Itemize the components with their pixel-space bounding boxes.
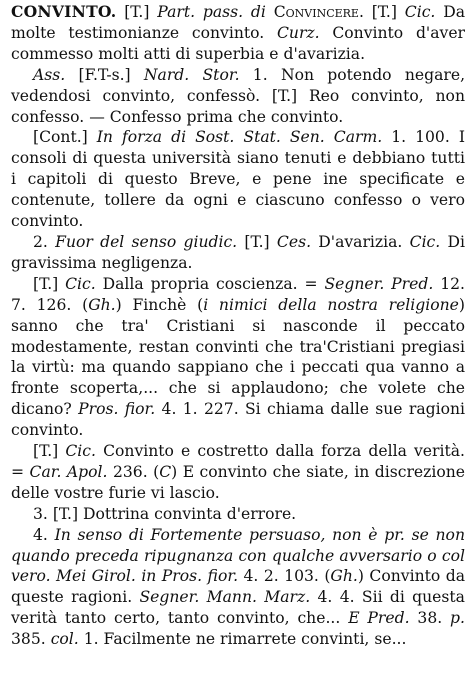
citation: Nard. Stor. bbox=[143, 65, 240, 84]
citation: Segner. Pred. bbox=[324, 274, 434, 293]
text: 4. 4. Sii di questa verità tanto certo, tanto convinto, che... bbox=[11, 588, 465, 628]
text: Convincere. [T.] bbox=[265, 3, 405, 21]
citation: Cic. bbox=[404, 3, 436, 21]
text: [Cont.] bbox=[33, 128, 97, 147]
citation: Ces. bbox=[276, 232, 312, 251]
citation: Cic. bbox=[65, 274, 96, 293]
headword: CONVINTO. bbox=[11, 2, 117, 21]
text: 12. 7. 126. ( bbox=[11, 274, 465, 314]
citation: In forza di Sost. Stat. Sen. Carm. bbox=[96, 128, 383, 147]
text: 38. bbox=[409, 609, 451, 628]
text-italic: Part. pass. di bbox=[157, 3, 266, 21]
text: ) E convinto che siate, in discrezione delle vostre furie vi lascio. bbox=[11, 462, 466, 502]
text: Dalla propria coscienza. = bbox=[95, 274, 325, 293]
text: ) Finchè ( bbox=[115, 295, 204, 314]
entry-paragraph-3 bbox=[11, 127, 465, 232]
text: [F.T-s.] bbox=[65, 65, 144, 84]
text: [T.] bbox=[237, 232, 277, 251]
text: 1. 100. I consoli di questa università siano tenuti e debbiano tutti i capitoli di questo Breve, e pene ine specificate e contenute, tollere da ogni e ciascuno confesso o vero convinto. bbox=[11, 128, 465, 231]
entry-paragraph-2 bbox=[11, 65, 465, 128]
citation: Gh. bbox=[88, 295, 116, 314]
citation: Segner. Mann. Marz. bbox=[139, 588, 311, 607]
entry-paragraph-8 bbox=[11, 525, 465, 650]
text: Convinto d'aver commesso molti atti di superbia e d'avarizia. bbox=[11, 23, 465, 63]
text-italic: Ass. bbox=[33, 65, 66, 84]
text: [T.] bbox=[33, 274, 66, 293]
text: 4. 1. 227. Si chiama dalle sue ragioni convinto. bbox=[11, 400, 465, 440]
text: ) Convinto da queste ragioni. bbox=[11, 567, 465, 607]
citation: Cic. bbox=[65, 442, 96, 461]
entry-paragraph-1 bbox=[11, 2, 465, 65]
text-italic: Fuor del senso giudic. bbox=[55, 232, 238, 251]
text-italic: In senso di Fortemente persuaso, non è pr. se non quando preceda ripugnanza con qualche avversario o col vero. Mei Girol. in Pros. fior. bbox=[11, 525, 465, 586]
text-italic: col. bbox=[50, 630, 79, 649]
text: 1. Non potendo negare, vedendosi convinto, confessò. [T.] Reo convinto, non confesso. — Confesso prima che convinto. bbox=[11, 65, 466, 126]
text: 4. 2. 103. ( bbox=[238, 567, 331, 586]
entry-paragraph-7 bbox=[11, 504, 465, 525]
sense-number: 4. bbox=[33, 525, 55, 544]
citation: Cic. bbox=[409, 232, 441, 251]
entry-paragraph-6 bbox=[11, 441, 465, 504]
text: D'avarizia. bbox=[311, 232, 410, 251]
text: [T.] bbox=[33, 442, 66, 461]
text-italic: i nimici della nostra religione bbox=[203, 295, 459, 314]
citation: Pros. fior. bbox=[78, 400, 156, 419]
text: Da molte testimonianze convinto. bbox=[11, 3, 466, 42]
text: [T.] bbox=[116, 3, 158, 21]
citation: Gh. bbox=[330, 567, 358, 586]
text-italic: p. bbox=[450, 609, 465, 628]
citation: C bbox=[159, 462, 172, 481]
text: Convinto e costretto dalla forza della verità. = bbox=[11, 442, 465, 481]
citation: E Pred. bbox=[348, 609, 410, 628]
text: 385. bbox=[11, 630, 51, 649]
citation: Car. Apol. bbox=[29, 462, 108, 481]
text: 1. Facilmente ne rimarrete convinti, se... bbox=[78, 630, 407, 649]
text: 3. [T.] Dottrina convinta d'errore. bbox=[33, 504, 297, 523]
entry-paragraph-5 bbox=[11, 274, 465, 441]
text: Di gravissima negligenza. bbox=[11, 232, 465, 272]
sense-number: 2. bbox=[33, 232, 56, 251]
text: 236. ( bbox=[107, 462, 160, 481]
text: ) sanno che tra' Cristiani si nasconde il peccato modestamente, restan convinti che tra'Cristiani pregiasi la virtù: ma quando sappiano che i peccati qua vanno a fronte scoperta,... che si applaudono; che volete che dicano? bbox=[11, 295, 466, 419]
citation: Curz. bbox=[276, 23, 320, 42]
entry-paragraph-4 bbox=[11, 232, 465, 274]
